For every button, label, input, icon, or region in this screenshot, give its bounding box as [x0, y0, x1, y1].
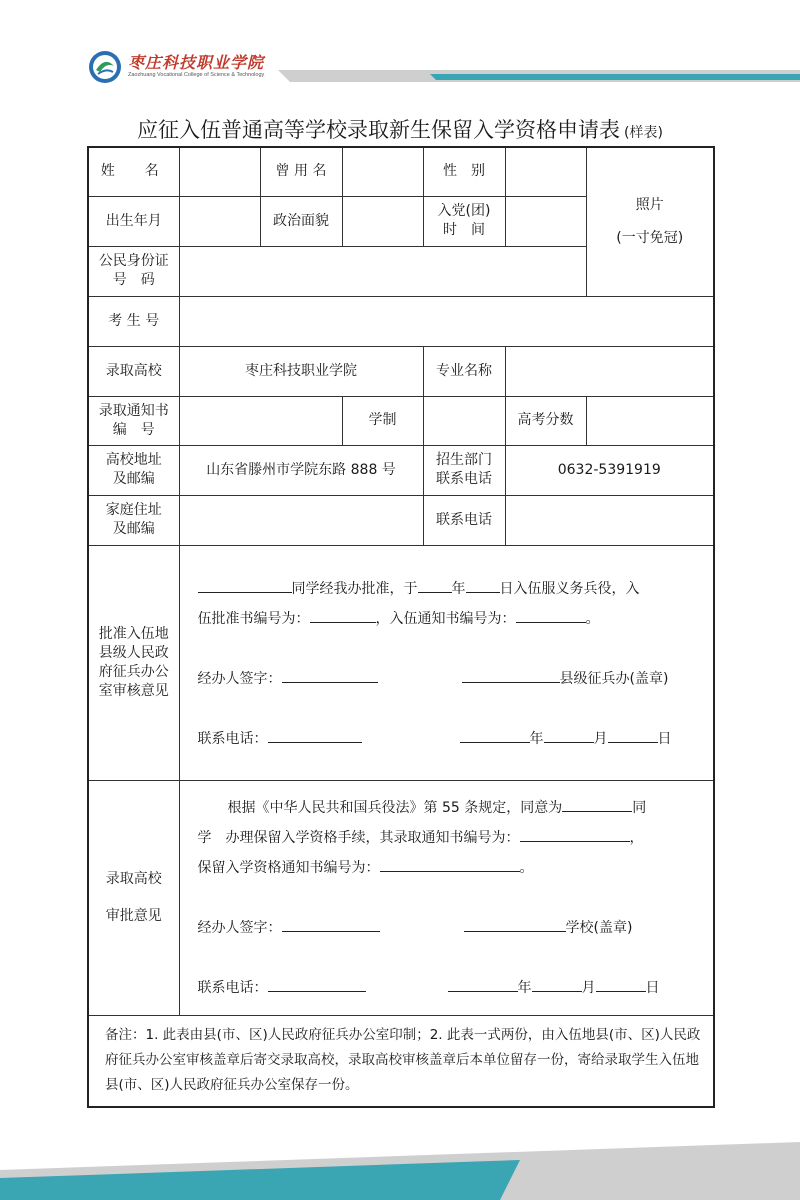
military-label-line1: 批准入伍地 — [98, 625, 169, 642]
school-phone-line — [198, 977, 366, 998]
text: 年 — [451, 580, 466, 597]
military-phone-line — [198, 728, 362, 749]
title-main: 应征入伍普通高等学校录取新生保留入学资格申请表 — [137, 118, 621, 142]
field-party-time[interactable] — [505, 196, 586, 246]
text: 年 — [517, 979, 532, 996]
text: 。 — [585, 610, 600, 627]
page-title — [0, 114, 800, 144]
label-duration: 学制 — [342, 396, 423, 445]
text: 经办人签字： — [197, 919, 282, 936]
school-label-line1: 录取高校 — [105, 870, 162, 887]
blank-military-month[interactable] — [544, 728, 594, 743]
label-gender: 性 别 — [423, 147, 505, 196]
label-major: 专业名称 — [423, 346, 505, 396]
field-contact-phone[interactable] — [505, 495, 714, 545]
blank-military-day[interactable] — [608, 728, 658, 743]
label-score: 高考分数 — [505, 396, 586, 445]
blank-day[interactable] — [466, 578, 500, 593]
label-home-address — [88, 495, 179, 545]
text: 联系电话： — [197, 730, 268, 747]
school-label-line2: 审批意见 — [105, 907, 162, 924]
field-school-address: 山东省滕州市学院东路 888 号 — [179, 445, 423, 495]
text: 伍批准书编号为： — [197, 610, 310, 627]
label-name: 姓 名 — [88, 147, 179, 196]
school-line1 — [228, 797, 647, 818]
remark-note: 备注：1. 此表由县(市、区)人民政府征兵办公室印制；2. 此表一式两份，由入伍地县(市、区)人民政府征兵办公室审核盖章后寄交录取高校，录取高校审核盖章后本单位留存一份，寄给录取学生入伍地县(市、区)人民政府征兵办公室保存一份。 — [88, 1015, 714, 1107]
blank-approval-no[interactable] — [310, 608, 376, 623]
label-party-time — [423, 196, 505, 246]
military-date-line — [460, 728, 672, 749]
text: 。 — [519, 859, 534, 876]
label-notice-line1: 录取通知书 — [98, 402, 169, 419]
military-stamp-line — [462, 668, 669, 689]
blank-school-year[interactable] — [448, 977, 518, 992]
blank-school-day[interactable] — [596, 977, 646, 992]
label-home-line2: 及邮编 — [112, 521, 155, 537]
photo-box — [586, 147, 714, 296]
text: ， — [629, 829, 644, 846]
text: 年 — [529, 730, 544, 747]
label-party-line1: 入党(团) — [437, 203, 491, 219]
text: 经办人签字： — [197, 670, 282, 687]
label-addr-line2: 及邮编 — [112, 471, 155, 487]
label-dept-line1: 招生部门 — [436, 452, 492, 468]
blank-school-student[interactable] — [562, 797, 632, 812]
blank-student-name[interactable] — [198, 578, 292, 593]
text: 保留入学资格通知书编号为： — [197, 859, 380, 876]
field-dept-phone: 0632-5391919 — [505, 445, 714, 495]
label-birth: 出生年月 — [88, 196, 179, 246]
blank-military-phone[interactable] — [268, 728, 362, 743]
field-score[interactable] — [586, 396, 714, 445]
field-politics[interactable] — [342, 196, 423, 246]
military-line1 — [198, 578, 640, 599]
school-approval-section — [179, 780, 714, 1015]
label-id-line1: 公民身份证 — [98, 253, 169, 269]
label-home-line1: 家庭住址 — [105, 502, 162, 518]
field-birth[interactable] — [179, 196, 260, 246]
label-exam-no: 考 生 号 — [88, 296, 179, 346]
blank-year[interactable] — [418, 578, 452, 593]
label-notice-line2: 编 号 — [112, 421, 155, 438]
label-school-address — [88, 445, 179, 495]
field-admit-school: 枣庄科技职业学院 — [179, 346, 423, 396]
school-stamp-line — [464, 917, 633, 938]
field-exam-no[interactable] — [179, 296, 714, 346]
text: 县级征兵办(盖章) — [559, 670, 669, 687]
text: 月 — [593, 730, 608, 747]
school-sign-line — [198, 917, 380, 938]
military-label-line2: 县级人民政 — [98, 644, 169, 661]
school-line2 — [198, 827, 644, 848]
military-label-line3: 府征兵办公 — [98, 663, 169, 680]
label-id-line2: 号 码 — [112, 272, 155, 288]
blank-school-stamp[interactable] — [464, 917, 566, 932]
photo-note: (一寸免冠) — [616, 229, 684, 246]
school-line3 — [198, 857, 534, 878]
label-dept-phone — [423, 445, 505, 495]
field-notice-no[interactable] — [179, 396, 342, 445]
school-name-en: Zaozhuang Vocational College of Science & Technology — [128, 72, 265, 78]
photo-label: 照片 — [635, 196, 664, 213]
military-line2 — [198, 608, 600, 629]
text: 月 — [581, 979, 596, 996]
blank-school-month[interactable] — [532, 977, 582, 992]
text: 根据《中华人民共和国兵役法》第 55 条规定，同意为 — [227, 799, 563, 816]
blank-military-stamp[interactable] — [462, 668, 560, 683]
military-review-section — [179, 545, 714, 780]
field-former-name[interactable] — [342, 147, 423, 196]
label-former-name: 曾 用 名 — [260, 147, 342, 196]
field-gender[interactable] — [505, 147, 586, 196]
text: ，入伍通知书编号为： — [375, 610, 516, 627]
blank-school-phone[interactable] — [268, 977, 366, 992]
text: 日 — [657, 730, 672, 747]
field-duration[interactable] — [423, 396, 505, 445]
blank-reserve-notice-no[interactable] — [380, 857, 520, 872]
school-logo-icon — [88, 50, 122, 84]
field-home-address[interactable] — [179, 495, 423, 545]
label-id — [88, 246, 179, 296]
text: 学 办理保留入学资格手续，其录取通知书编号为： — [197, 829, 520, 846]
label-admit-school: 录取高校 — [88, 346, 179, 396]
field-major[interactable] — [505, 346, 714, 396]
military-label-line4: 室审核意见 — [98, 682, 169, 699]
label-party-line2: 时 间 — [443, 222, 485, 238]
military-sign-line — [198, 668, 378, 689]
label-military-review — [88, 545, 179, 780]
blank-military-year[interactable] — [460, 728, 530, 743]
school-name-cn: 枣庄科技职业学院 — [128, 53, 265, 72]
label-dept-line2: 联系电话 — [436, 471, 492, 487]
blank-military-signer[interactable] — [282, 668, 378, 683]
footer-stripes — [0, 1120, 800, 1200]
field-name[interactable] — [179, 147, 260, 196]
blank-admission-notice-no[interactable] — [520, 827, 630, 842]
text: 同学经我办批准，于 — [291, 580, 418, 597]
label-school-approval — [88, 780, 179, 1015]
label-politics: 政治面貌 — [260, 196, 342, 246]
text: 同 — [632, 799, 647, 816]
school-date-line — [448, 977, 660, 998]
text: 日 — [645, 979, 660, 996]
text: 联系电话： — [197, 979, 268, 996]
label-addr-line1: 高校地址 — [105, 452, 162, 468]
title-suffix: (样表) — [624, 125, 663, 141]
page-header — [0, 0, 800, 100]
label-contact-phone: 联系电话 — [423, 495, 505, 545]
text: 日入伍服义务兵役，入 — [499, 580, 640, 597]
label-notice-no — [88, 396, 179, 445]
field-id[interactable] — [179, 246, 586, 296]
text: 学校(盖章) — [565, 919, 633, 936]
application-form — [87, 146, 715, 1108]
blank-school-signer[interactable] — [282, 917, 380, 932]
blank-enlist-notice-no[interactable] — [516, 608, 586, 623]
